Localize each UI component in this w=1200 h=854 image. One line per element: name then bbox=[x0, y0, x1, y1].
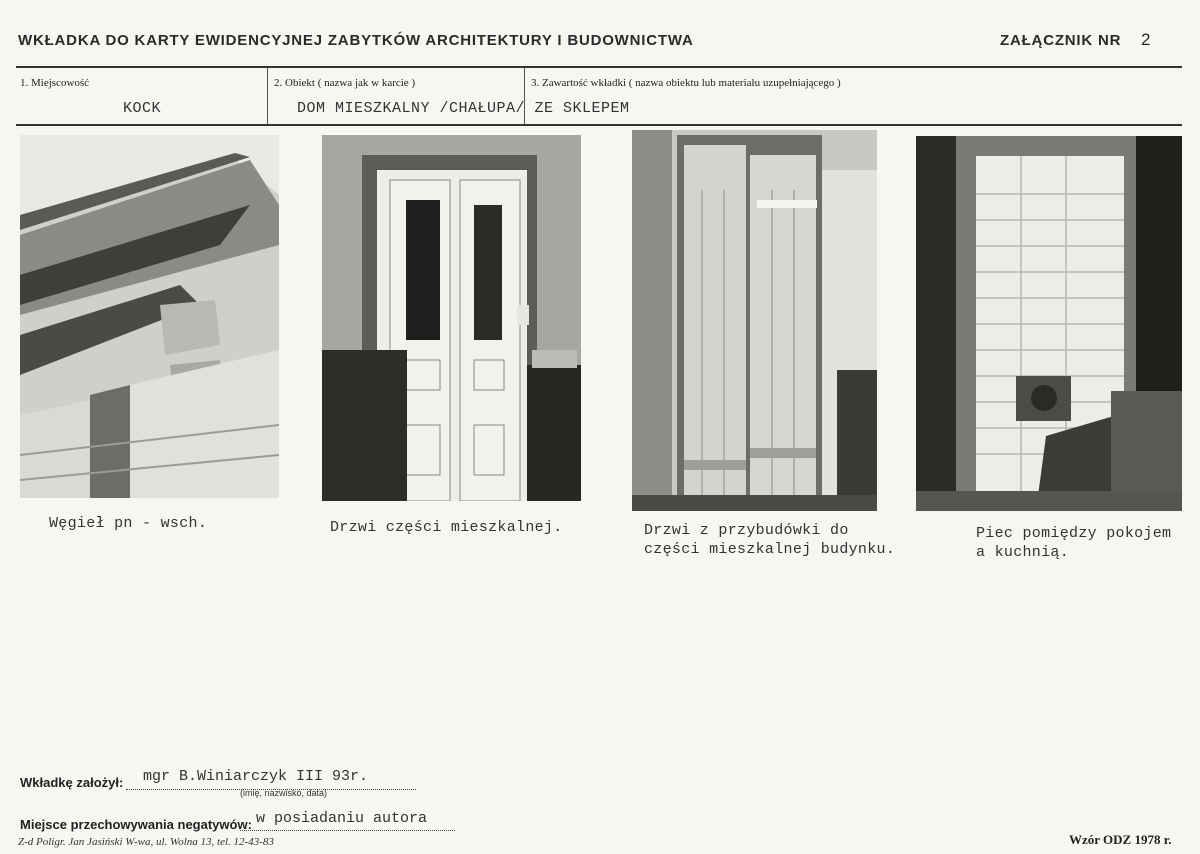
plank-door-photo bbox=[632, 130, 877, 511]
annex-number: 2 bbox=[1141, 30, 1151, 49]
field-divider bbox=[267, 68, 268, 124]
content-label: 3. Zawartość wkładki ( nazwa obiektu lub materiału uzupełniającego ) bbox=[531, 77, 841, 89]
card-title: WKŁADKA DO KARTY EWIDENCYJNEJ ZABYTKÓW ARCHITEKTURY I BUDOWNICTWA bbox=[18, 32, 694, 49]
object-label: 2. Obiekt ( nazwa jak w karcie ) bbox=[274, 77, 416, 89]
form-code: Wzór ODZ 1978 r. bbox=[1069, 832, 1172, 847]
double-door-photo bbox=[322, 135, 581, 501]
photo-caption: Drzwi części mieszkalnej. bbox=[330, 519, 563, 536]
locality-label: 1. Miejscowość bbox=[20, 77, 90, 89]
created-by-hint: (imię, nazwisko, data) bbox=[240, 788, 328, 798]
tile-stove-photo bbox=[916, 136, 1182, 511]
object-value: DOM MIESZKALNY /CHAŁUPA/ ZE SKLEPEM bbox=[297, 100, 630, 117]
photo-caption: Węgieł pn - wsch. bbox=[49, 515, 208, 532]
created-by-label: Wkładkę założył: bbox=[20, 775, 124, 790]
locality-value: KOCK bbox=[123, 100, 162, 117]
photo-caption: Drzwi z przybudówki do części mieszkalnej budynku. bbox=[644, 522, 896, 558]
photo-caption: Piec pomiędzy pokojem a kuchnią. bbox=[976, 525, 1172, 561]
header-rule-top bbox=[16, 66, 1182, 68]
created-by-value: mgr B.Winiarczyk III 93r. bbox=[143, 768, 369, 785]
annex-label: ZAŁĄCZNIK NR bbox=[1000, 32, 1122, 49]
corner-beam-photo bbox=[20, 135, 279, 498]
negatives-dotline bbox=[240, 830, 455, 831]
negatives-label: Miejsce przechowywania negatywów: bbox=[20, 817, 252, 832]
negatives-value: w posiadaniu autora bbox=[256, 810, 428, 827]
header-rule-bottom bbox=[16, 124, 1182, 126]
printer-imprint: Z-d Poligr. Jan Jasiński W-wa, ul. Wolna 13, tel. 12-43-83 bbox=[18, 836, 274, 848]
